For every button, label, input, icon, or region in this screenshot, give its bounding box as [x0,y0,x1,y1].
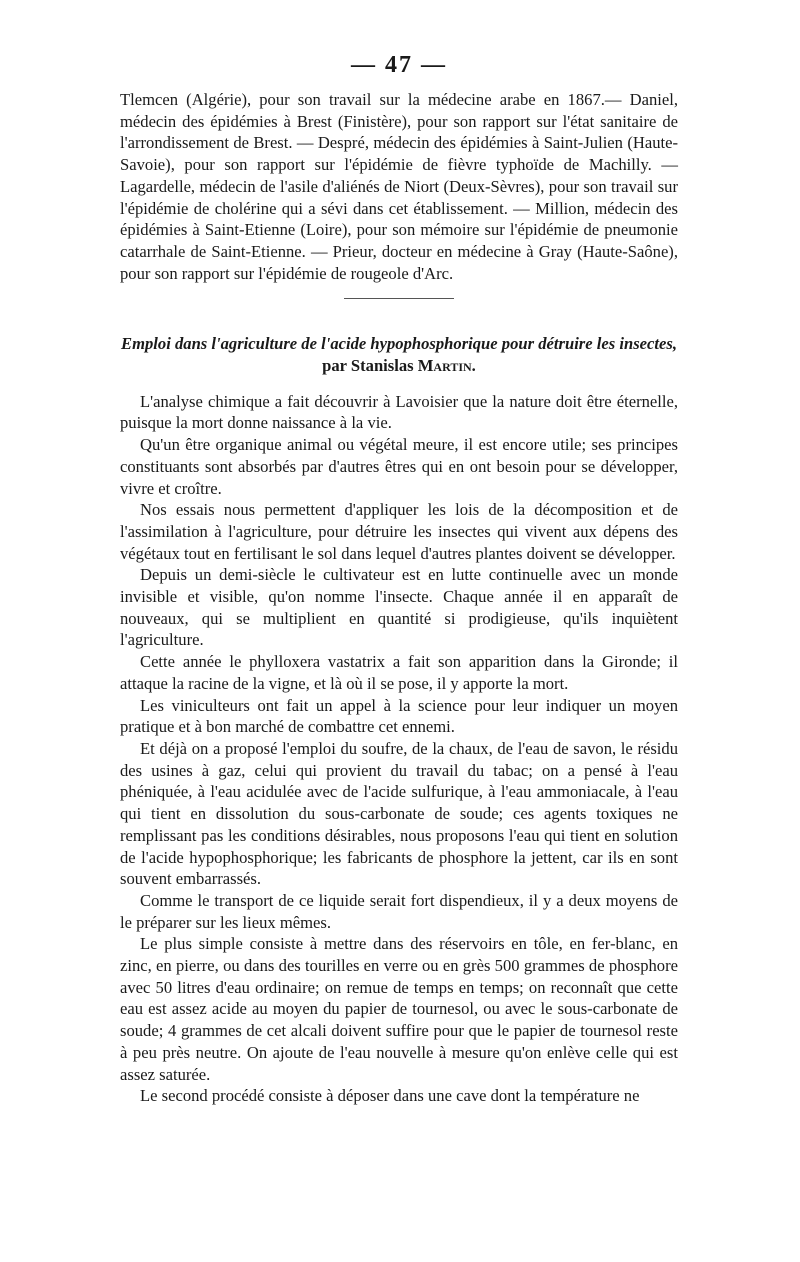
article-title: Emploi dans l'agriculture de l'acide hypophosphorique pour détruire les insectes, [121,334,677,354]
body-paragraph-6: Les viniculteurs ont fait un appel à la science pour leur indiquer un moyen pratique et à bon marché de combattre cet ennemi. [120,695,678,737]
body-paragraph-7: Et déjà on a proposé l'emploi du soufre, de la chaux, de l'eau de savon, le résidu des usines à gaz, celui qui provient du travail du tabac; on a pensé à l'eau phéniquée, à l'eau acidulée avec de l'acide sulfurique, à l'eau ammoniacale, à l'eau qui tient en dissolution du sous-carbonate de soude; ces agents toxiques ne remplissant pas les conditions désirables, nous proposons l'eau qui tient en solution de l'acide hypophosphorique; les fabricants de phosphore la jettent, car ils en sont souvent embarrassés. [120,738,678,889]
article-heading [120,333,678,376]
body-paragraph-2: Qu'un être organique animal ou végétal meure, il est encore utile; ses principes constituants sont absorbés par d'autres êtres qui en ont besoin pour se développer, vivre et croître. [120,435,678,498]
body-paragraph-4: Depuis un demi-siècle le cultivateur est en lutte continuelle avec un monde invisible et visible, qu'on nomme l'insecte. Chaque année il en apparaît de nouveaux, qui se multiplient en quantité si prodigieuse, qu'ils inquiètent l'agriculture. [120,565,678,650]
body-paragraph-5: Cette année le phylloxera vastatrix a fait son apparition dans la Gironde; il attaque la racine de la vigne, et là où il se pose, il y apporte la mort. [120,652,678,693]
body-paragraph-3: Nos essais nous permettent d'appliquer les lois de la décomposition et de l'assimilation à l'agriculture, pour détruire les insectes qui vivent aux dépens des végétaux tout en fertilisant le sol dans lequel d'autres plantes doivent se développer. [120,500,678,563]
article-author: Martin. [417,356,476,376]
body-paragraph-9: Le plus simple consiste à mettre dans des réservoirs en tôle, en fer-blanc, en zinc, en pierre, ou dans des tourilles en verre ou en grès 500 grammes de phosphore avec 50 litres d'eau ordinaire; on remue de temps en temps; on reconnaît que cette eau est assez acide au moyen du papier de tournesol, ou avec le sous-carbonate de soude; 4 grammes de cet alcali doivent suffire pour que le papier de tournesol reste à peu près neutre. On ajoute de l'eau nouvelle à mesure qu'on enlève celle qui est assez saturée. [120,934,678,1084]
intro-paragraph: Tlemcen (Algérie), pour son travail sur la médecine arabe en 1867.— Daniel, médecin des épidémies à Brest (Finistère), pour son rapport sur l'état sanitaire de l'arrondissement de Brest. — Despré, médecin des épidémies à Saint-Julien (Haute-Savoie), pour son rapport sur l'épidémie de fièvre typhoïde de Machilly. — Lagardelle, médecin de l'asile d'aliénés de Niort (Deux-Sèvres), pour son travail sur l'épidémie de cholérine qui a sévi dans cet établissement. — Million, médecin des épidémies à Saint-Etienne (Loire), pour son mémoire sur l'épidémie de pneumonie catarrhale de Saint-Etienne. — Prieur, docteur en médecine à Gray (Haute-Saône), pour son rapport sur l'épidémie de rougeole d'Arc. [120,90,678,283]
body-paragraph-8: Comme le transport de ce liquide serait fort dispendieux, il y a deux moyens de le préparer sur les lieux mêmes. [120,890,678,932]
body-paragraph-1: L'analyse chimique a fait découvrir à Lavoisier que la nature doit être éternelle, puisque la mort donne naissance à la vie. [120,391,678,433]
body-paragraph-10: Le second procédé consiste à déposer dans une cave dont la température ne [140,1086,640,1106]
section-divider [344,298,454,299]
page-number: — 47 — [351,52,447,78]
article-byline: par Stanislas [322,356,414,376]
